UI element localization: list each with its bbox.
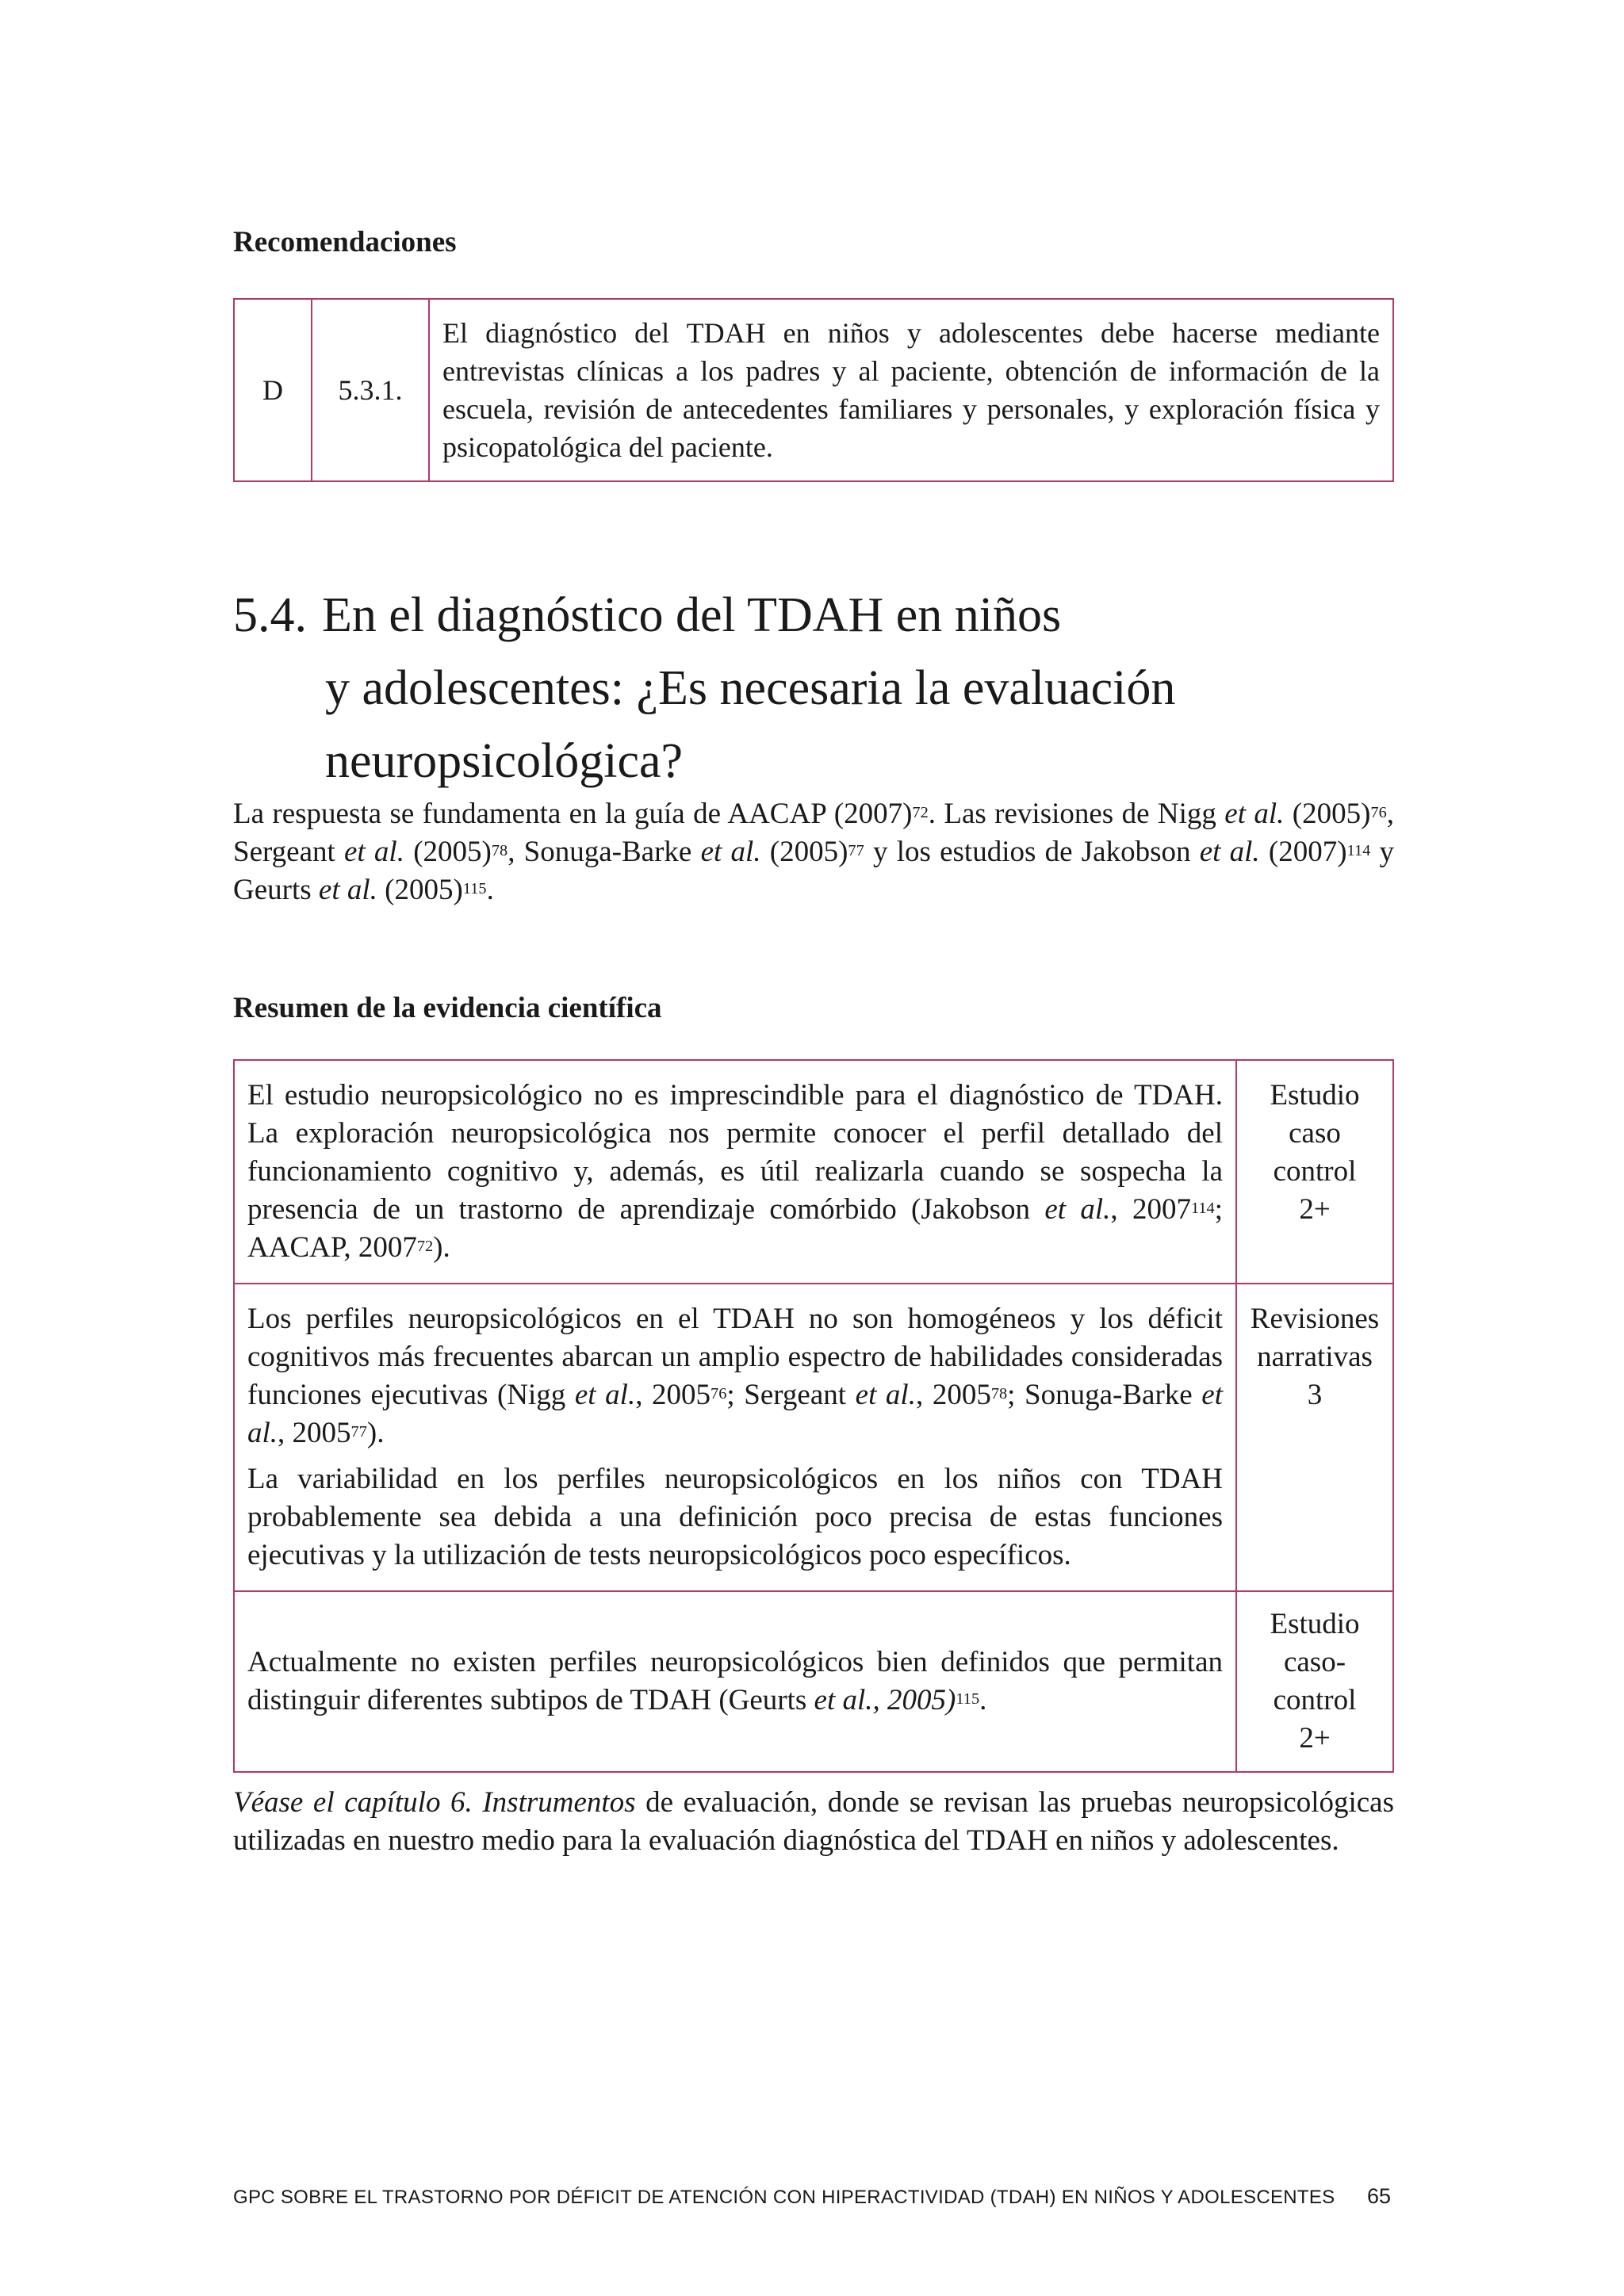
recommendation-text: El diagnóstico del TDAH en niños y adolescentes debe hacerse mediante entrevistas clínicas a los padres y al paciente, obtención de información de la escuela, revisión de antecedentes familiares y personales, y exploración física y psicopatológica del paciente. <box>429 299 1393 481</box>
evidence-row <box>234 1284 1393 1591</box>
ref-78: 78 <box>491 841 508 859</box>
see-also-paragraph: Véase el capítulo 6. Instrumentos de evaluación, donde se revisan las pruebas neuropsicológicas utilizadas en nuestro medio para la evaluación diagnóstica del TDAH en niños y adolescentes. <box>233 1786 1394 1857</box>
section-number: 5.4. <box>233 588 307 642</box>
section-title-line-3: neuropsicológica? <box>325 734 684 788</box>
evidence-row <box>234 1060 1393 1284</box>
evidence-level: Estudio caso control 2+ <box>1236 1060 1393 1284</box>
section-title-line-2: y adolescentes: ¿Es necesaria la evaluación <box>325 661 1176 715</box>
section-title <box>233 579 1407 798</box>
ref-76: 76 <box>1370 803 1387 821</box>
ref-115: 115 <box>462 879 487 897</box>
evidence-level: Revisiones narrativas 3 <box>1236 1284 1393 1591</box>
recommendation-grade: D <box>234 299 312 481</box>
evidence-heading: Resumen de la evidencia científica <box>233 992 662 1024</box>
evidence-text: Actualmente no existen perfiles neuropsicológicos bien definidos que permitan distinguir diferentes subtipos de TDAH (Geurts et al., 2005)$^{115}$. <box>234 1591 1236 1772</box>
recommendations-table <box>233 298 1394 482</box>
section-title-line-1: En el diagnóstico del TDAH en niños <box>322 588 1062 642</box>
evidence-level: Estudio caso- control 2+ <box>1236 1591 1393 1772</box>
evidence-text: El estudio neuropsicológico no es imprescindible para el diagnóstico de TDAH. La exploración neuropsicológica nos permite conocer el perfil detallado del funcionamiento cognitivo y, además, es útil realizarla cuando se sospecha la presencia de un trastorno de aprendizaje comórbido (Jakobson et al., 2007$^{114}$; AACAP, 2007$^{72}$). <box>234 1060 1236 1284</box>
evidence-text: Los perfiles neuropsicológicos en el TDAH no son homogéneos y los déficit cognitivos más frecuentes abarcan un amplio espectro de habilidades consideradas funciones ejecutivas (Nigg et al., 2005$^{76}$; Sergeant et al., 2005$^{78}$; Sonuga-Barke et al., 2005$^{77}$). La variabilidad en los perfiles neuropsicológicos en los niños con TDAH probablemente sea debida a una definición poco precisa de estas funciones ejecutivas y la utilización de tests neuropsicológicos poco específicos. <box>234 1284 1236 1591</box>
ref-114: 114 <box>1346 841 1371 859</box>
running-footer: GPC SOBRE EL TRASTORNO POR DÉFICIT DE ATENCIÓN CON HIPERACTIVIDAD (TDAH) EN NIÑOS Y ADOLESCENTES <box>233 2187 1335 2208</box>
page-number: 65 <box>1367 2184 1392 2208</box>
recommendation-number: 5.3.1. <box>312 299 429 481</box>
ref-72: 72 <box>912 803 929 821</box>
evidence-row <box>234 1591 1393 1772</box>
recommendations-heading: Recomendaciones <box>233 226 457 258</box>
evidence-table <box>233 1059 1394 1773</box>
recommendation-row <box>234 299 1393 481</box>
intro-paragraph: La respuesta se fundamenta en la guía de AACAP $(2007)^{72}$. Las revisiones de Nigg et al. $(2005)^{76}$, Sergeant et al. $(2005)^{78}$, Sonuga-Barke et al. $(2005)^{77}$ y los estudios de Jakobson et al. $(2007)^{114}$ y Geurts et al. $(2005)^{115}$. <box>233 798 1395 906</box>
ref-77: 77 <box>848 841 864 859</box>
see-also-reference: Véase el capítulo 6. Instrumentos <box>233 1786 636 1819</box>
